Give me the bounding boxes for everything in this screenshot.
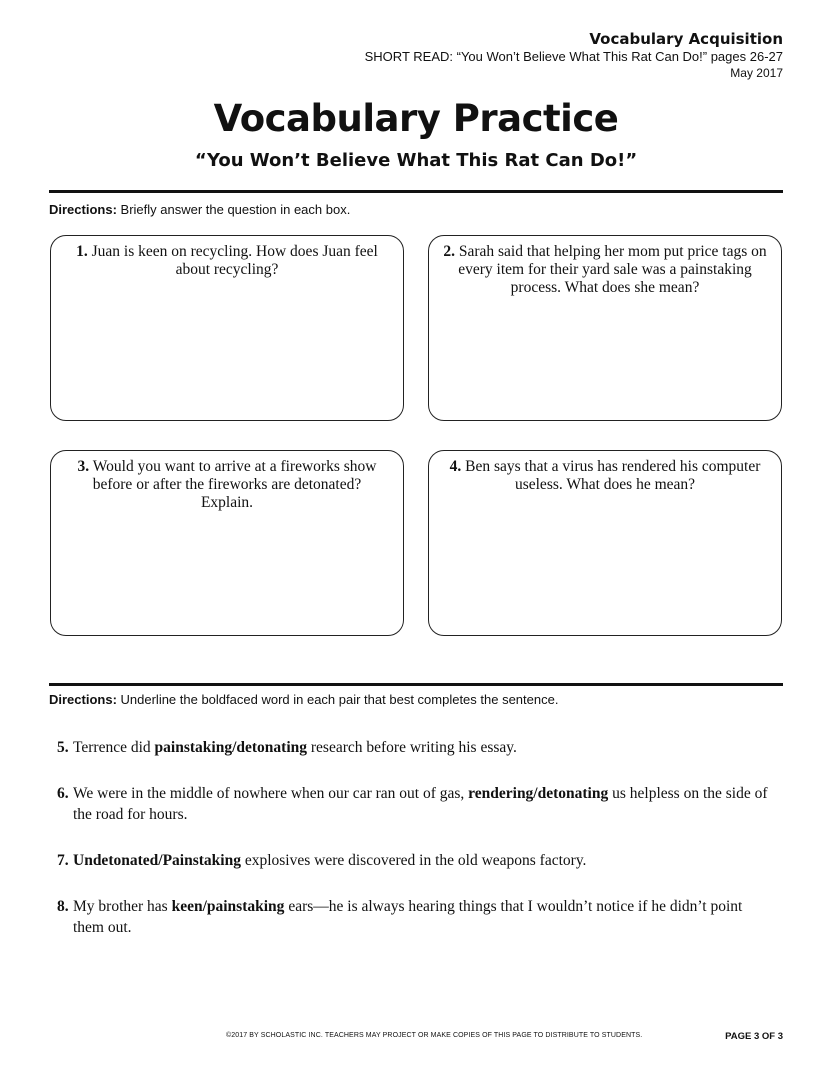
question-box-3[interactable] [50, 450, 404, 636]
short-read-reference: SHORT READ: “You Won’t Believe What This Rat Can Do!” pages 26-27 [364, 49, 783, 64]
item-text-before: We were in the middle of nowhere when our car ran out of gas, [73, 785, 469, 802]
question-number: 4. [449, 458, 462, 475]
question-text: Juan is keen on recycling. How does Juan feel about recycling? [87, 243, 378, 278]
page-header [365, 30, 783, 81]
item-text-after: us helpless on the side of the road for hours. [73, 785, 768, 823]
section-title: Vocabulary Acquisition [589, 30, 783, 48]
question-box-1[interactable] [50, 235, 404, 421]
divider-top [49, 190, 783, 193]
list-item [57, 896, 777, 938]
question-text: Would you want to arrive at a fireworks show before or after the fireworks are detonated? Explain. [89, 458, 377, 511]
question-number: 3. [77, 458, 90, 475]
page-title: Vocabulary Practice [213, 97, 619, 140]
question-text: Sarah said that helping her mom put price tags on every item for their yard sale was a painstaking process. What does she mean? [454, 243, 767, 296]
item-text-after: ears—he is always hearing things that I wouldn’t notice if he didn’t point them out. [73, 898, 743, 936]
item-text-before: Terrence did [73, 739, 155, 756]
list-item [57, 850, 777, 871]
directions-text: Briefly answer the question in each box. [116, 202, 351, 217]
issue-date: May 2017 [730, 66, 783, 80]
divider-middle [49, 683, 783, 686]
question-box-4[interactable] [428, 450, 782, 636]
word-choice[interactable]: Undetonated/Painstaking [73, 852, 241, 869]
item-number: 8. [57, 898, 69, 915]
item-text-before: My brother has [73, 898, 172, 915]
page-number: PAGE 3 OF 3 [725, 1031, 783, 1042]
list-item [57, 783, 777, 825]
question-number: 1. [76, 243, 88, 260]
question-number: 2. [443, 243, 455, 260]
item-number: 5. [57, 739, 69, 756]
sentence-list [57, 737, 777, 963]
item-text-after: explosives were discovered in the old weapons factory. [240, 852, 587, 869]
word-choice[interactable]: rendering/detonating [468, 785, 609, 802]
list-item [57, 737, 777, 758]
directions-boxes [49, 202, 350, 217]
item-text-after: research before writing his essay. [307, 739, 517, 756]
directions-text: Underline the boldfaced word in each pair that best completes the sentence. [116, 692, 559, 707]
directions-label: Directions: [49, 692, 117, 707]
copyright-notice: ©2017 BY SCHOLASTIC INC. TEACHERS MAY PROJECT OR MAKE COPIES OF THIS PAGE TO DISTRIBUTE TO STUDENTS. [226, 1032, 643, 1039]
question-box-2[interactable] [428, 235, 782, 421]
directions-sentences [49, 692, 558, 707]
item-number: 6. [57, 785, 69, 802]
word-choice[interactable]: keen/painstaking [171, 898, 285, 915]
question-text: Ben says that a virus has rendered his computer useless. What does he mean? [461, 458, 761, 493]
page-subtitle: “You Won’t Believe What This Rat Can Do!” [194, 150, 638, 171]
directions-label: Directions: [49, 202, 117, 217]
word-choice[interactable]: painstaking/detonating [154, 739, 308, 756]
item-number: 7. [57, 852, 69, 869]
